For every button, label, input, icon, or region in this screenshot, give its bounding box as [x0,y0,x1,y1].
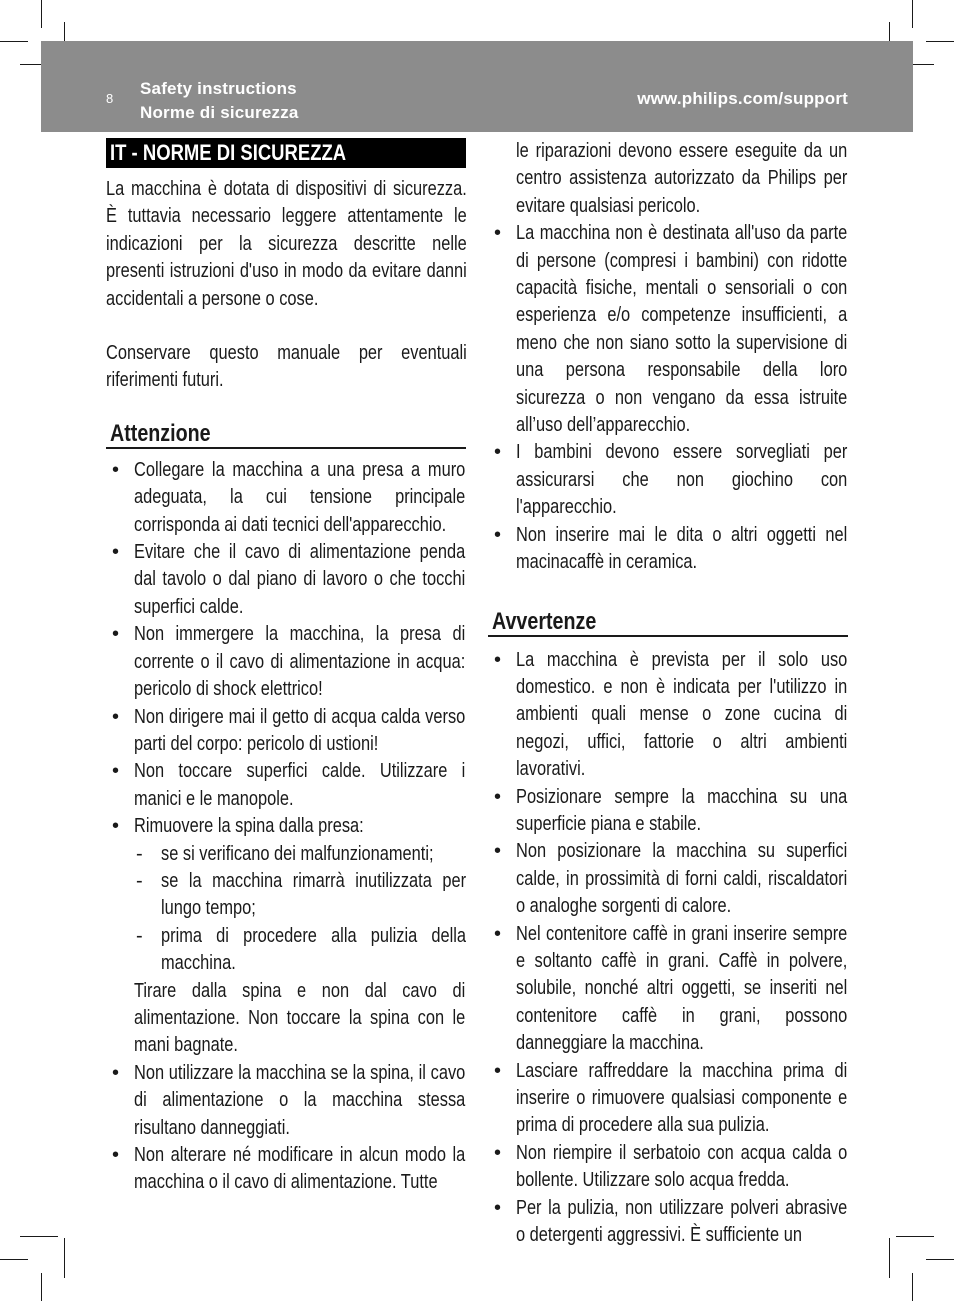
list-item: • Posizionare sempre la macchina su una superficie piana e stabile. [494,785,848,835]
left-column [106,138,466,1197]
list-item: • Non riempire il serbatoio con acqua calda o bollente. Utilizzare solo acqua fredda. [494,1141,848,1192]
right-column [488,138,848,1249]
support-url: www.philips.com/support [637,89,848,108]
list-item: • La macchina è prevista per il solo uso domestico. e non è indicata per l'utilizzo in ambienti quali mense o zone cucina di negozi, uffici, fattorie o altri ambienti lavorativi. [494,648,848,781]
list-item: • Non toccare superfici calde. Utilizzare i manici e le manopole. [112,760,466,810]
list-item: • Non inserire mai le dita o altri oggetti nel macinacaffè in ceramica. [494,523,848,574]
section-title-it: Norme di sicurezza [140,103,299,122]
list-item: • Non immergere la macchina, la presa di corrente o il cavo di alimentazione in acqua: pericolo di shock elettrico! [112,623,466,701]
page-number: 8 [106,91,114,106]
warnings-list [488,647,848,1250]
crop-mark [889,1238,890,1278]
unplug-conditions-list [134,841,466,978]
list-item: • Lasciare raffreddare la macchina prima di inserire o rimuovere qualsiasi componente e prima di procedere alla sua pulizia. [494,1059,848,1137]
crop-mark [41,1273,42,1301]
attention-heading: Attenzione [106,419,466,449]
list-item: - se la macchina rimarrà inutilizzata per lungo tempo; [136,869,467,920]
attention-list [106,457,466,1197]
crop-mark [0,1259,28,1260]
list-item: • Nel contenitore caffè in grani inserire sempre e soltanto caffè in grani. Caffè in polvere, solubile, nonché altri oggetti, se inseriti nel contenitore caffè in grani, possono danneggiare la macchina. [494,922,848,1055]
unplug-note: Tirare dalla spina e non dal cavo di alimentazione. Non toccare la spina con le mani bagnate. [134,979,466,1057]
list-item: • La macchina non è destinata all'uso da parte di persone (compresi i bambini) con ridotte capacità fisiche, mentali o sensoriali o con esperienza e/o competenze insufficienti, a meno che non siano sotto la supervisione di una persona responsabile della loro sicurezza o non vengano da essa istruite all’uso dell’apparecchio. [494,222,848,437]
crop-mark [926,1259,954,1260]
list-item: • Rimuovere la spina dalla presa: - se si verificano dei malfunzionamenti; - se la macchina rimarrà inutilizzata per lungo tempo; - prima di procedere alla pulizia della macchina. Tirare dalla spina e non dal cavo di alimentazione. Non toccare la spina con le mani bagnate. [106,813,466,1060]
crop-mark [41,0,42,28]
continued-list [488,138,848,577]
list-item: le riparazioni devono essere eseguite da un centro assistenza autorizzato da Philips per evitare qualsiasi pericolo. [516,140,848,217]
crop-mark [896,1236,934,1237]
list-item: • Per la pulizia, non utilizzare polveri abrasive o detergenti aggressivi. È sufficiente un [494,1196,848,1247]
crop-mark [0,41,28,42]
list-item: • Non utilizzare la macchina se la spina, il cavo di alimentazione o la macchina stessa risultano danneggiati. [112,1061,466,1139]
crop-mark [20,1236,58,1237]
crop-mark [912,0,913,28]
warnings-heading: Avvertenze [488,607,848,637]
keep-manual-paragraph: Conservare questo manuale per eventuali riferimenti futuri. [106,342,467,392]
list-item: • Collegare la macchina a una presa a muro adeguata, la cui tensione principale corrisponda ai dati tecnici dell'apparecchio. [112,458,466,536]
crop-mark [926,41,954,42]
crop-mark [912,1273,913,1301]
section-title-en: Safety instructions [140,79,297,98]
list-item: • Non posizionare la macchina su superfici calde, in prossimità di forni caldi, riscaldatori o analoghe sorgenti di calore. [494,840,848,918]
list-item: • I bambini devono essere sorvegliati per assicurarsi che non giochino con l'apparecchio. [494,441,848,519]
crop-mark [64,1238,65,1278]
list-item: - se si verificano dei malfunzionamenti; [136,842,434,865]
list-item: - prima di procedere alla pulizia della macchina. [136,924,467,975]
list-item: • Non alterare né modificare in alcun modo la macchina o il cavo di alimentazione. Tutte [112,1144,466,1194]
intro-paragraph: La macchina è dotata di dispositivi di sicurezza. È tuttavia necessario leggere attentamente le indicazioni per la sicurezza descritte nelle presenti istruzioni d'uso in modo da evitare danni accidentali a persone o cose. [106,178,467,310]
document-title: IT - NORME DI SICUREZZA [106,138,466,168]
list-item: • Evitare che il cavo di alimentazione penda dal tavolo o dal piano di lavoro o che tocchi superfici calde. [112,541,466,618]
list-item: • Non dirigere mai il getto di acqua calda verso parti del corpo: pericolo di ustioni! [112,705,466,755]
